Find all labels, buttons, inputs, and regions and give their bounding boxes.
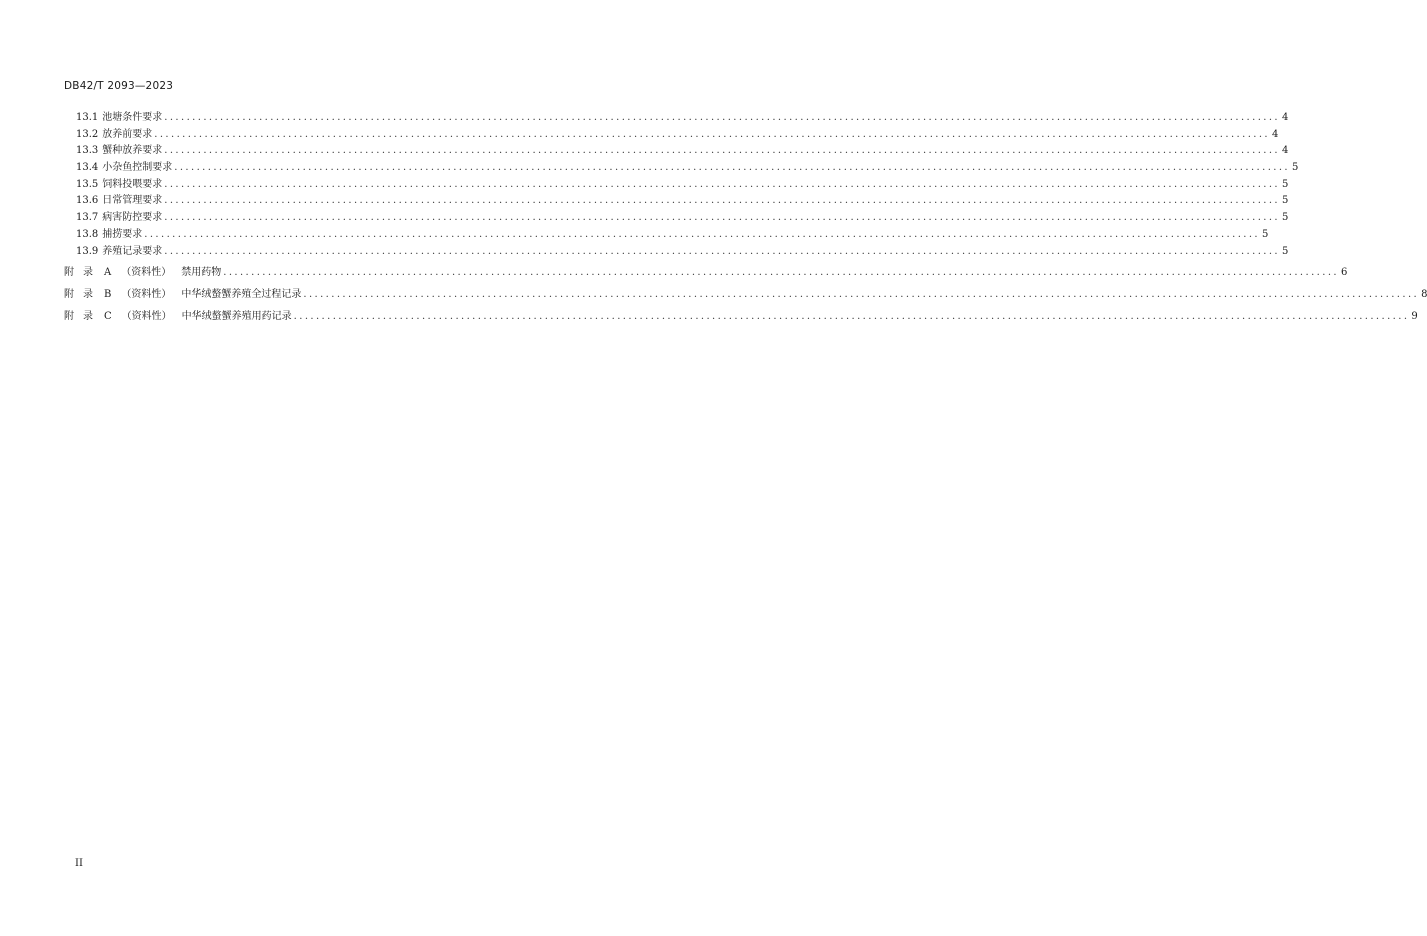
toc-number: 13.5 [76, 178, 99, 190]
appendix-label: 附录 [64, 289, 102, 301]
toc-entry-13-3[interactable] [64, 143, 1289, 160]
toc-leader-dots: ........................................................................................................................................................................................................ [154, 128, 1271, 140]
toc-page-number: 5 [1262, 228, 1269, 240]
appendix-label: 附录 [64, 311, 102, 323]
toc-leader-dots: ........................................................................................................................................................................................................ [144, 228, 1261, 240]
appendix-letter: C [104, 311, 112, 323]
toc-entry-13-5[interactable] [64, 177, 1289, 194]
toc-leader-dots: ........................................................................................................................................................................................................ [164, 145, 1281, 157]
toc-entry-13-2[interactable] [64, 127, 1279, 144]
toc-number: 13.9 [76, 245, 99, 257]
toc-page-number: 4 [1282, 112, 1289, 123]
toc-title: 捕捞要求 [102, 228, 143, 240]
toc-title: 饲料投喂要求 [102, 178, 163, 190]
appendix-label: 附录 [64, 267, 102, 279]
toc-number: 13.6 [76, 195, 99, 207]
toc-page-number: 8 [1421, 289, 1427, 301]
toc-number: 13.4 [76, 162, 99, 174]
toc-entry-13-8[interactable] [64, 227, 1269, 244]
toc-entry-13-7[interactable] [64, 210, 1289, 227]
toc-title: 病害防控要求 [102, 212, 163, 224]
toc-page-number: 4 [1282, 145, 1289, 157]
toc-page-number: 5 [1292, 162, 1299, 174]
toc-entry-13-4[interactable] [64, 160, 1299, 177]
appendix-letter: A [104, 267, 112, 279]
toc-number: 13.1 [76, 112, 99, 123]
appendix-nature: （资料性） [121, 311, 172, 323]
toc-page-number: 9 [1411, 311, 1418, 323]
toc-title: 蟹种放养要求 [102, 145, 163, 157]
toc-entry-13-6[interactable] [64, 193, 1289, 210]
document-code: DB42/T 2093—2023 [64, 80, 174, 92]
toc-leader-dots: ........................................................................................................................................................................................................ [293, 311, 1410, 323]
toc-entry-appendix-a[interactable] [64, 262, 1348, 284]
toc-leader-dots: ........................................................................................................................................................................................................ [174, 162, 1291, 174]
toc-number: 13.7 [76, 212, 99, 224]
toc-title: 养殖记录要求 [102, 245, 163, 257]
toc-number: 13.8 [76, 228, 99, 240]
toc-title: 放养前要求 [102, 128, 153, 140]
toc-leader-dots: ........................................................................................................................................................................................................ [223, 267, 1339, 279]
toc-page-number: 6 [1340, 267, 1348, 279]
toc-title: 中华绒螯蟹养殖全过程记录 [181, 289, 302, 301]
toc-entry-appendix-b[interactable] [64, 284, 1427, 306]
table-of-contents [64, 110, 1427, 328]
toc-title: 中华绒螯蟹养殖用药记录 [181, 311, 292, 323]
toc-page-number: 5 [1282, 212, 1289, 224]
appendix-letter: B [104, 289, 112, 301]
toc-title: 小杂鱼控制要求 [102, 162, 173, 174]
toc-leader-dots: ........................................................................................................................................................................................................ [164, 245, 1281, 257]
toc-leader-dots: ........................................................................................................................................................................................................ [164, 195, 1281, 207]
toc-page-number: 5 [1282, 245, 1289, 257]
toc-entry-appendix-c[interactable] [64, 306, 1418, 328]
toc-number: 13.2 [76, 128, 99, 140]
toc-leader-dots: ........................................................................................................................................................................................................ [303, 289, 1420, 301]
toc-title: 禁用药物 [181, 267, 222, 279]
toc-entry-13-9[interactable] [64, 244, 1289, 261]
toc-title: 日常管理要求 [102, 195, 163, 207]
toc-title: 池塘条件要求 [102, 112, 163, 123]
toc-number: 13.3 [76, 145, 99, 157]
toc-entry-13-1[interactable] [64, 110, 1289, 127]
appendix-nature: （资料性） [121, 267, 172, 279]
toc-page-number: 5 [1282, 195, 1289, 207]
toc-leader-dots: ........................................................................................................................................................................................................ [164, 112, 1281, 123]
toc-page-number: 4 [1272, 128, 1279, 140]
toc-leader-dots: ........................................................................................................................................................................................................ [164, 212, 1281, 224]
page-number: II [75, 858, 83, 869]
toc-page-number: 5 [1282, 178, 1289, 190]
appendix-nature: （资料性） [121, 289, 172, 301]
toc-leader-dots: ........................................................................................................................................................................................................ [164, 178, 1281, 190]
